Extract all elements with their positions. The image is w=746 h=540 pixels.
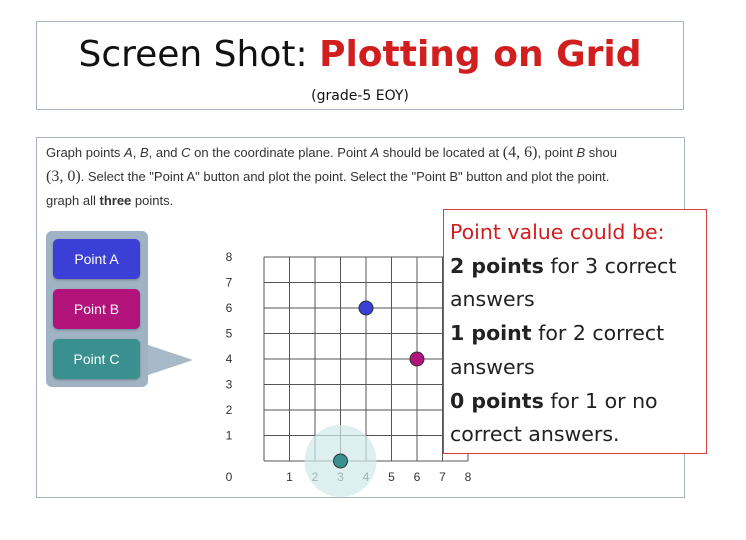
selected-pointer-arrow xyxy=(148,339,193,381)
instruction-line-3: graph all three points. xyxy=(46,193,174,208)
instruction-line-1: Graph points A, B, and C on the coordinate plane. Point A should be located at (4, 6), point B shou xyxy=(46,144,617,161)
slide-title xyxy=(37,34,683,75)
scoring-rule-3: 0 points for 1 or no correct answers. xyxy=(450,388,658,447)
y-tick-label: 6 xyxy=(225,301,233,315)
title-prefix: Screen Shot: xyxy=(78,34,320,75)
x-tick-label: 8 xyxy=(464,470,472,484)
coord-a: (4, 6) xyxy=(502,144,538,161)
x-tick-label: 5 xyxy=(388,470,395,484)
y-tick-label: 8 xyxy=(225,250,233,264)
instructions xyxy=(46,141,746,213)
y-tick-label: 2 xyxy=(225,403,233,417)
scoring-note xyxy=(443,209,707,454)
y-tick-label: 3 xyxy=(225,377,233,392)
coord-c: (3, 0) xyxy=(46,168,81,185)
coordinate-grid[interactable] xyxy=(217,238,472,500)
scoring-heading: Point value could be: xyxy=(450,220,665,244)
scoring-rule-2: 1 point for 2 correct answers xyxy=(450,321,665,379)
y-tick-label: 5 xyxy=(225,326,233,341)
point-b-button[interactable]: Point B xyxy=(53,289,140,329)
y-tick-label: 7 xyxy=(225,275,233,290)
y-tick-label: 4 xyxy=(225,352,233,366)
point-button-panel xyxy=(46,231,148,387)
x-tick-label: 6 xyxy=(413,470,421,484)
x-tick-label: 7 xyxy=(439,470,446,484)
point-c-button[interactable]: Point C xyxy=(53,339,140,379)
point-a-marker[interactable] xyxy=(359,301,373,315)
x-tick-label: 0 xyxy=(225,470,233,484)
x-tick-label: 1 xyxy=(286,470,293,484)
point-c-marker[interactable] xyxy=(334,454,348,468)
y-tick-label: 1 xyxy=(225,428,233,443)
slide-subtitle: (grade-5 EOY) xyxy=(311,88,409,104)
instruction-line-2: (3, 0). Select the "Point A" button and plot the point. Select the "Point B" button and plot the point. xyxy=(46,168,610,185)
scoring-rule-1: 2 points for 3 correct answers xyxy=(450,253,677,312)
point-b-marker[interactable] xyxy=(410,352,424,366)
title-accent: Plotting on Grid xyxy=(319,34,642,75)
title-box xyxy=(36,21,684,110)
point-a-button[interactable]: Point A xyxy=(53,239,140,279)
